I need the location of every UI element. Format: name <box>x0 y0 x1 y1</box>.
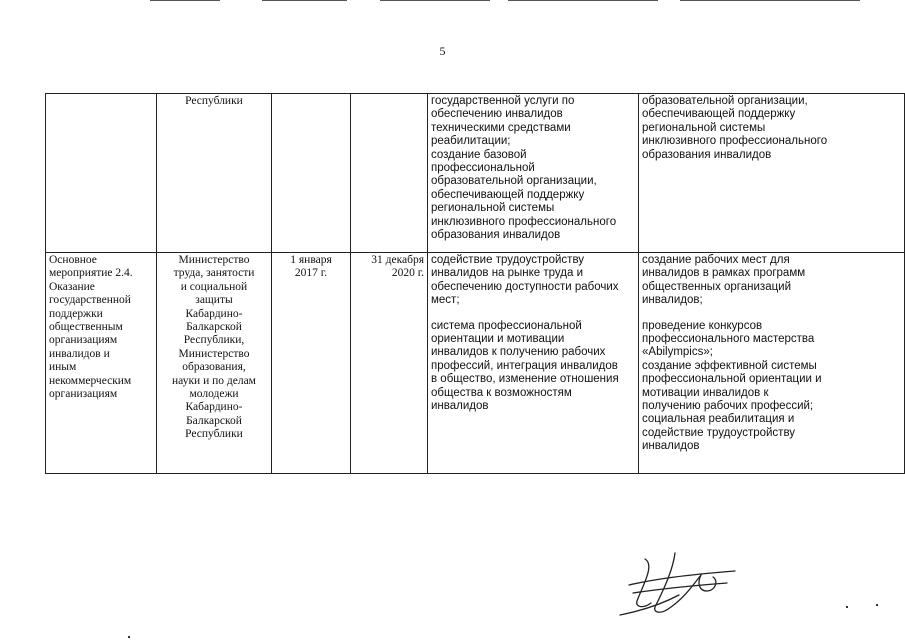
cell-expected-result <box>428 94 639 253</box>
cell-text-line: профессиональной <box>431 162 535 175</box>
cell-text-line: региональной системы <box>431 202 555 215</box>
cell-text-line: и социальной <box>180 280 248 293</box>
cell-text-line: государственной <box>49 294 131 307</box>
cell-text-line: инвалидов в рамках программ <box>642 267 806 280</box>
cell-expected-result <box>428 253 639 474</box>
cell-text-line: Оказание <box>49 280 95 293</box>
cell-start-date <box>272 253 351 474</box>
cell-text-line: инклюзивного профессионального <box>642 135 828 148</box>
cell-text-line: реабилитации; <box>431 135 511 148</box>
scan-speck <box>846 606 848 608</box>
cell-text-line: ориентации и мотивации <box>431 333 565 346</box>
cell-text-line: образовательной организации, <box>642 95 808 107</box>
cell-text-line: Республики <box>185 428 243 441</box>
cell-text-line: общественным <box>49 321 123 334</box>
cell-text-line: защиты <box>195 294 233 307</box>
cell-text-line: 1 января <box>290 254 332 266</box>
cell-text-line: обеспечивающей поддержку <box>642 108 796 121</box>
cell-text-line: мотивации инвалидов к <box>642 386 769 399</box>
cell-text-line: инвалидов на рынке труда и <box>431 267 584 280</box>
top-edge-line <box>262 0 347 1</box>
cell-text-line: обеспечению доступности рабочих <box>431 280 619 293</box>
cell-text-line: инвалидов; <box>642 294 703 307</box>
cell-text-line: система профессиональной <box>431 319 582 332</box>
top-edge-line <box>150 0 220 1</box>
cell-text-line: получению рабочих профессий; <box>642 400 814 413</box>
cell-text-line: инвалидов <box>642 440 700 453</box>
cell-text-line: образования, <box>182 361 246 374</box>
cell-text-line: инвалидов к получению рабочих <box>431 346 606 359</box>
scan-speck <box>876 604 878 606</box>
cell-text-line: поддержки <box>49 307 103 320</box>
top-edge-line <box>380 0 490 1</box>
cell-executor <box>157 94 272 253</box>
cell-text-line: труда, занятости <box>173 267 255 280</box>
cell-text-line: Балкарской <box>186 321 242 334</box>
cell-text-line: Республики, <box>183 334 245 347</box>
cell-text-line: профессионального мастерства <box>642 333 815 346</box>
cell-text-line: инклюзивного профессионального <box>431 215 617 228</box>
cell-text-line: 2020 г. <box>391 267 424 280</box>
cell-text-line: создание базовой <box>431 148 527 161</box>
cell-text-line: общества к возможностям <box>431 386 572 399</box>
cell-text-line: некоммерческим <box>49 374 132 387</box>
cell-text-line: науки и по делам <box>172 374 256 387</box>
cell-text-line: Основное <box>49 254 97 266</box>
cell-text-line: государственной услуги по <box>431 95 575 107</box>
cell-text-line: в общество, изменение отношения <box>431 373 619 386</box>
cell-text-line: проведение конкурсов <box>642 319 763 332</box>
cell-start-date <box>272 94 351 253</box>
cell-text-line: инвалидов и <box>49 347 110 360</box>
cell-text-line: Министерство <box>178 347 250 360</box>
scan-speck <box>128 636 130 638</box>
cell-text-line: социальная реабилитация и <box>642 413 795 426</box>
cell-text-line: 31 декабря <box>371 254 424 266</box>
cell-text-line: Кабардино- <box>185 307 243 320</box>
cell-text-line: обеспечению инвалидов <box>431 108 563 121</box>
table-row <box>46 253 905 474</box>
cell-text-line: 2017 г. <box>294 267 328 280</box>
cell-text-line: образования инвалидов <box>431 229 561 242</box>
top-edge-line <box>508 0 658 1</box>
cell-text-line: Кабардино- <box>185 401 243 414</box>
top-edge-line <box>680 0 860 1</box>
cell-end-date <box>351 253 428 474</box>
cell-event <box>46 253 157 474</box>
cell-executor <box>157 253 272 474</box>
cell-text-line: организациям <box>49 334 118 347</box>
cell-text-line: общественных организаций <box>642 280 792 293</box>
cell-text-line: Балкарской <box>186 414 242 427</box>
cell-text-line: обеспечивающей поддержку <box>431 188 585 201</box>
signature-image <box>615 545 755 620</box>
page-number: 5 <box>439 44 446 58</box>
cell-text-line: содействие трудоустройству <box>642 426 796 439</box>
cell-text-line: образования инвалидов <box>642 148 772 161</box>
cell-text-line: иным <box>49 361 77 374</box>
cell-text-line: мест; <box>431 294 460 307</box>
table-row <box>46 94 905 253</box>
cell-main-directions <box>639 253 905 474</box>
cell-text-line: региональной системы <box>642 121 766 134</box>
cell-end-date <box>351 94 428 253</box>
cell-event <box>46 94 157 253</box>
cell-text-line: мероприятие 2.4. <box>49 267 133 280</box>
cell-main-directions <box>639 94 905 253</box>
cell-text-line: Республики <box>185 95 243 107</box>
cell-text-line: профессиональной ориентации и <box>642 373 822 386</box>
program-table <box>45 93 905 474</box>
cell-text-line: молодежи <box>189 388 239 401</box>
cell-text-line: профессий, интеграция инвалидов <box>431 359 618 372</box>
cell-text-line: инвалидов <box>431 400 489 413</box>
cell-text-line: содействие трудоустройству <box>431 254 585 266</box>
cell-text-line: образовательной организации, <box>431 175 597 188</box>
cell-text-line: «Abilympics»; <box>642 346 713 359</box>
cell-text-line: организациям <box>49 388 118 401</box>
cell-text-line: Министерство <box>178 254 250 266</box>
cell-text-line: техническими средствами <box>431 121 571 134</box>
cell-text-line: создание рабочих мест для <box>642 254 790 266</box>
cell-text-line: создание эффективной системы <box>642 359 817 372</box>
